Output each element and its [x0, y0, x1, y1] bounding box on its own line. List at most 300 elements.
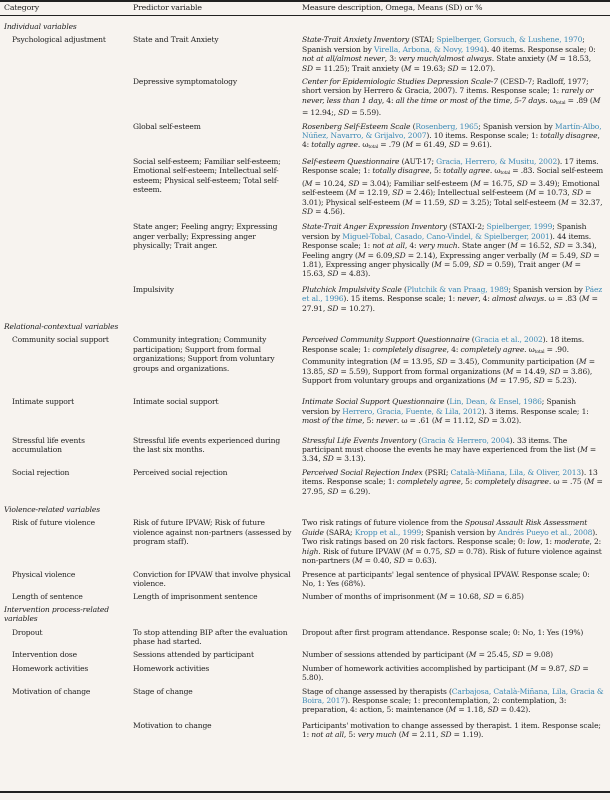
table-row: [0, 385, 610, 425]
measure-text: M: [578, 357, 587, 367]
measure-text: = 16.52,: [517, 241, 554, 251]
measure-text: SD: [447, 63, 459, 73]
measure-text: = 3.34,: [302, 445, 597, 464]
measure-cell: [302, 660, 610, 683]
measure-text: = 0.63).: [404, 556, 437, 566]
measure-text: SD: [569, 663, 581, 673]
measure-text: = 10.24,: [312, 178, 349, 188]
measure-text: all the time or most of the time, 5-7 days: [395, 95, 546, 105]
section-row: [0, 313, 610, 333]
measure-text: , 4:: [446, 344, 461, 354]
measure-text: = 13.85,: [302, 357, 595, 376]
measure-text: = 6.09,: [365, 250, 395, 260]
citation-link[interactable]: Català-Miñana, Lila, & Oliver, 2013: [450, 467, 582, 477]
measure-text: totally disagree: [540, 131, 598, 141]
predictor-cell: Motivation to change: [133, 720, 212, 730]
table-row: [0, 566, 610, 589]
table-row: [0, 333, 610, 385]
measure-text: = 32.37,: [568, 197, 603, 207]
measure-text: = 11.59,: [412, 197, 449, 207]
measure-text: . Risk of future IPVAW (: [318, 546, 406, 556]
measure-text: , 4:: [302, 131, 600, 150]
predictor-cell: State anger; Feeling angry; Expressing anger verbally; Expressing anger physically; Trait anger.: [133, 222, 278, 251]
measure-text: Plutchick Impulsivity Scale: [302, 284, 402, 294]
measure-text: = 9.08): [523, 650, 553, 660]
measure-text: , 5:: [343, 730, 358, 740]
measure-text: = 5.09,: [441, 259, 474, 269]
citation-link[interactable]: Lin, Dean, & Ensel, 1986: [449, 397, 542, 407]
measure-text: (STAI;: [409, 35, 437, 45]
section-title: Violence-related variables: [4, 505, 100, 515]
measure-text: = .79 (: [378, 140, 406, 150]
citation-link[interactable]: Miguel-Tobal, Casado, Cano-Vindel, & Spielberger, 2001: [342, 231, 550, 241]
measure-text: = 0.42).: [498, 705, 531, 715]
measure-cell: [302, 566, 610, 589]
measure-cell: [302, 516, 610, 565]
measure-text: M: [592, 95, 601, 105]
category-cell: Social rejection: [12, 467, 70, 477]
measure-text: ). 33 items. The participant must choose the events he may have experienced from the list (: [302, 435, 581, 455]
measure-text: = 10.68,: [447, 592, 484, 602]
measure-text: completely disagree: [474, 477, 549, 487]
measure-text: = 6.29).: [338, 486, 371, 496]
measure-text: SD: [473, 259, 485, 269]
measure-text: M: [549, 54, 558, 64]
measure-text: . ω: [545, 95, 556, 105]
measure-text: = .89 (: [565, 95, 593, 105]
measure-text: SD: [338, 108, 350, 118]
measure-text: = 6.85): [494, 592, 524, 602]
measure-text: = 27.91,: [302, 294, 598, 313]
measure-text: SD: [571, 188, 583, 198]
measure-text: SD: [448, 197, 460, 207]
measure-text: Dropout after first program attendance. Response scale; 0: No, 1: Yes (19%): [302, 627, 584, 637]
section-title: Relational-contextual variables: [4, 321, 119, 331]
table-row: [0, 683, 610, 717]
measure-text: SD: [327, 303, 339, 313]
measure-text: (PSRI;: [422, 467, 451, 477]
measure-text: = 5.59), Support from formal organizations (: [338, 366, 506, 376]
measure-text: = 18.53,: [557, 54, 592, 64]
measure-cell: [302, 333, 610, 385]
measure-cell: [302, 588, 610, 601]
predictor-cell: Global self-esteem: [133, 121, 201, 131]
measure-text: = 14.49,: [513, 366, 550, 376]
measure-text: ; Spanish version by: [421, 527, 498, 537]
citation-link[interactable]: Virella, Arbona, & Novy, 1994: [373, 44, 484, 54]
measure-text: SD: [394, 250, 406, 260]
citation-link[interactable]: Plutchik & van Praag, 1989: [406, 284, 509, 294]
measure-text: = 4.56).: [312, 206, 345, 216]
measure-text: SD: [302, 63, 313, 73]
measure-text: = 5.59).: [349, 108, 382, 118]
measure-cell: [302, 73, 610, 118]
predictor-cell: Stage of change: [133, 686, 193, 696]
measure-text: = .83. Social self-esteem (: [302, 166, 604, 188]
measure-text: Stressful Life Events Inventory: [302, 435, 417, 445]
measure-text: almost always: [491, 294, 544, 304]
measure-text: = 2.14), Expressing anger verbally (: [405, 250, 542, 260]
measure-text: = 3.34), Feeling angry (: [302, 241, 597, 260]
measure-text: = 5.80).: [302, 663, 589, 683]
measure-text: Self-esteem Questionnaire: [302, 156, 400, 166]
predictor-cell: To stop attending BIP after the evaluation phase had started.: [133, 627, 288, 646]
measure-cell: [302, 279, 610, 313]
measure-text: M: [403, 63, 412, 73]
measure-text: Number of months of imprisonment (: [302, 592, 440, 602]
measure-text: (: [416, 435, 422, 445]
category-cell: Psychological adjustment: [12, 35, 106, 45]
subscript: total: [500, 171, 511, 177]
measure-text: (AUT-17;: [399, 156, 437, 166]
measure-text: = 3.02).: [489, 416, 522, 426]
table-row: [0, 588, 610, 601]
measure-cell: [302, 426, 610, 464]
measure-text: ). Response scale; 1: precontemplation, 2: contemplation, 3: preparation, 4: action, 5: maintenance (: [302, 695, 567, 715]
measure-text: completely disagree: [372, 344, 447, 354]
measure-cell: [302, 717, 610, 754]
predictor-cell: Risk of future IPVAW; Risk of future violence against non-partners (assessed by program staff).: [133, 518, 292, 547]
predictor-cell: Length of imprisonment sentence: [133, 592, 258, 602]
measure-text: , 1:: [540, 537, 555, 547]
section-row: [0, 496, 610, 516]
measure-text: very much/almost always: [398, 54, 492, 64]
measure-text: Center for Epidemiologic Studies Depression Scale-7: [302, 77, 498, 87]
measure-text: (CESD-7; Radloff, 1977; short version by Herrero & Gracia, 2007). 7 items. Response scale; 1:: [302, 77, 589, 96]
measure-text: M: [580, 445, 588, 455]
measure-text: . ω: [489, 166, 501, 176]
measure-text: M: [439, 592, 448, 602]
measure-text: = 10.27).: [338, 303, 375, 313]
measure-cell: [302, 216, 610, 278]
category-cell: Physical violence: [12, 569, 76, 579]
predictor-cell: Sessions attended by participant: [133, 650, 254, 660]
header-category: Category: [4, 3, 39, 12]
measure-text: M: [586, 477, 595, 487]
measure-text: = 2.46); Intellectual self-esteem (: [403, 188, 529, 198]
measure-text: = 17.95,: [497, 376, 534, 385]
measure-text: = 13.95,: [400, 357, 437, 367]
measure-text: ). 3 items. Response scale; 1:: [481, 406, 589, 416]
measure-text: SD: [348, 178, 360, 188]
measure-text: ). 18 items. Response scale; 1:: [302, 335, 584, 354]
measure-text: (STAXI-2;: [446, 222, 487, 232]
measure-text: M: [405, 197, 413, 207]
measure-text: . ω = .75 (: [548, 477, 587, 487]
measure-text: M: [510, 241, 518, 251]
measure-text: ). 13 items. Response scale; 1:: [302, 467, 598, 487]
measure-text: = 12.19,: [356, 188, 393, 198]
measure-text: . ω: [524, 344, 535, 354]
measure-text: ; Spanish version by: [508, 284, 586, 294]
subscript: total: [555, 100, 566, 106]
measure-text: M: [581, 294, 590, 304]
measure-text: = 27.95,: [302, 477, 603, 496]
measure-text: = 16.75,: [480, 178, 517, 188]
measure-text: low: [527, 537, 541, 547]
measure-text: = 1.18,: [456, 705, 488, 715]
measure-text: = 0.59), Trait anger (: [484, 259, 565, 269]
predictor-cell: State and Trait Anxiety: [133, 35, 219, 45]
measure-text: = 1.81), Expressing anger physically (: [302, 250, 600, 269]
measure-text: most of the time: [302, 416, 363, 426]
measure-text: = 11.25); Trait anxiety (: [312, 63, 404, 73]
measure-text: ; Spanish version by: [302, 222, 587, 241]
measure-text: SD: [549, 366, 561, 376]
measure-text: = 19.63;: [411, 63, 448, 73]
measure-text: = 3.86), Support from voluntary groups and organizations (: [302, 366, 593, 385]
measure-text: M: [357, 250, 366, 260]
measure-text: = 15.63,: [302, 259, 581, 279]
measure-text: = 9.61).: [459, 140, 492, 150]
measure-text: = 0.75,: [413, 546, 445, 556]
measure-cell: [302, 33, 610, 73]
subscript: total: [534, 349, 545, 355]
measure-text: (: [410, 121, 416, 131]
measure-cell: [302, 464, 610, 496]
citation-link[interactable]: Herrero, Gracia, Fuente, & Lila, 2012: [342, 406, 482, 416]
measure-text: Participants' motivation to change assessed by therapist. 1 item. Response scale; 1:: [302, 720, 601, 740]
citation-link[interactable]: Rosenberg, 1965: [415, 121, 479, 131]
measure-text: very much: [357, 730, 397, 740]
measure-text: = 3.25); Total self-esteem (: [459, 197, 561, 207]
measure-text: (: [444, 397, 450, 407]
measure-text: ; Spanish version by: [302, 397, 576, 416]
measure-text: SD: [392, 188, 404, 198]
category-cell: Length of sentence: [12, 592, 83, 602]
measure-text: = 5.49,: [548, 250, 581, 260]
measure-text: , 5:: [460, 477, 475, 487]
measure-text: M: [434, 259, 442, 269]
category-cell: Risk of future violence: [12, 518, 95, 528]
measure-text: = 3.04); Familiar self-esteem (: [359, 178, 474, 188]
measure-text: . ω = .83 (: [543, 294, 582, 304]
measure-text: = 3.49); Emotional self-esteem (: [302, 178, 600, 198]
measure-text: Perceived Social Rejection Index: [302, 467, 423, 477]
measure-text: M: [564, 259, 573, 269]
measure-text: Stage of change assessed by therapists (: [302, 686, 452, 696]
measure-cell: [302, 646, 610, 659]
measure-text: SD: [448, 140, 460, 150]
measure-text: = 10.73,: [535, 188, 572, 198]
table-row: [0, 73, 610, 118]
measure-cell: [302, 153, 610, 216]
table-header-row: [0, 0, 610, 18]
measure-text: ). 17 items. Response scale; 1:: [302, 156, 599, 176]
measure-text: (: [396, 730, 402, 740]
measure-text: SD: [327, 366, 339, 376]
measure-text: = 4.83).: [338, 269, 371, 279]
measure-text: completely agree: [397, 477, 461, 487]
measure-text: never: [375, 416, 397, 426]
measure-text: SD: [483, 592, 495, 602]
measure-text: Number of sessions attended by participant (: [302, 650, 469, 660]
measure-text: SD: [327, 486, 339, 496]
category-cell: Motivation of change: [12, 686, 91, 696]
measure-text: M: [448, 705, 457, 715]
table-row: [0, 464, 610, 496]
citation-link[interactable]: Andrés Pueyo et al., 2008: [497, 527, 593, 537]
table-row: [0, 118, 610, 153]
measure-cell: [302, 626, 610, 647]
measure-text: never: [457, 294, 479, 304]
measure-text: ). 15 items. Response scale; 1:: [343, 294, 458, 304]
measure-text: SD: [436, 357, 448, 367]
measure-text: M: [468, 650, 477, 660]
category-cell: [0, 73, 133, 118]
predictor-cell: Intimate social support: [133, 397, 219, 407]
table-row: [0, 660, 610, 683]
citation-link[interactable]: Spielberger, 1999: [486, 222, 553, 232]
measure-text: SD: [512, 650, 524, 660]
predictor-cell: Conviction for IPVAW that involve physical violence.: [133, 569, 291, 588]
predictor-cell: Stressful life events experienced during the last six months.: [133, 435, 281, 455]
measure-text: SD: [444, 546, 456, 556]
measure-text: M: [401, 730, 410, 740]
measure-text: completely agree: [460, 344, 525, 354]
category-cell: Intervention dose: [12, 650, 77, 660]
measure-text: , 5:: [362, 416, 376, 426]
category-cell: Dropout: [12, 627, 43, 637]
table-row: [0, 153, 610, 216]
measure-text: M: [541, 250, 549, 260]
section-row: [0, 18, 610, 33]
measure-text: totally agree: [311, 140, 358, 150]
category-cell: Intimate support: [12, 397, 75, 407]
table-row: [0, 426, 610, 464]
measure-text: M: [473, 178, 481, 188]
measure-text: , 4:: [404, 241, 419, 251]
measure-text: = 3.13).: [333, 454, 366, 464]
measure-text: SD: [580, 250, 592, 260]
measure-text: = 12.94;,: [302, 108, 339, 118]
measure-text: ; Spanish version by: [302, 35, 585, 54]
measure-text: Spousal Assault Risk Assessment Guide: [302, 518, 588, 537]
measure-text: = 2.11,: [409, 730, 441, 740]
subscript: total: [368, 145, 379, 151]
measure-text: ). 10 items. Response scale; 1:: [426, 131, 541, 141]
section-row: [0, 602, 610, 626]
measure-text: rarely or never, less than 1 day: [302, 86, 594, 105]
predictor-cell: Homework activities: [133, 663, 210, 673]
measure-text: high: [302, 546, 319, 556]
measure-text: SD: [478, 416, 490, 426]
measure-text: ). 40 items. Response scale; 0:: [483, 44, 596, 54]
measure-text: SD: [393, 556, 405, 566]
citation-link[interactable]: Gracia et al., 2002: [474, 335, 543, 345]
measure-text: = 11.12,: [442, 416, 479, 426]
measure-text: Perceived Community Support Questionnaire: [302, 335, 470, 345]
citation-link[interactable]: Carbajosa, Català-Miñana, Lila, Gracia & Boira, 2017: [302, 686, 604, 705]
measure-text: ). 44 items. Response scale; 1:: [302, 231, 591, 251]
measure-text: totally disagree: [372, 166, 430, 176]
citation-link[interactable]: Páez et al., 1996: [302, 284, 603, 304]
category-cell: [0, 717, 133, 754]
measure-text: SD: [533, 376, 545, 385]
measure-text: Number of homework activities accomplished by participant (: [302, 663, 531, 673]
table-row: [0, 516, 610, 565]
measure-text: = 9.87,: [537, 663, 570, 673]
category-cell: [0, 216, 133, 278]
measure-text: Rosenberg Self-Esteem Scale: [302, 121, 411, 131]
measure-text: M: [348, 188, 357, 198]
table-body: [0, 18, 610, 754]
predictor-cell: Depressive symptomatology: [133, 77, 237, 87]
citation-link[interactable]: Gracia, Herrero, & Musitu, 2002: [436, 156, 558, 166]
predictor-cell: Social self-esteem; Familiar self-esteem; Emotional self-esteem; Intellectual self-esteem; Physical self-esteem; Total self-esteem.: [133, 156, 281, 195]
category-cell: [0, 118, 133, 153]
measure-text: M: [354, 556, 363, 566]
category-cell: Homework activities: [12, 663, 89, 673]
measure-text: . ω = .61 (: [396, 416, 435, 426]
measure-text: SD: [516, 178, 528, 188]
measure-cell: [302, 683, 610, 717]
measure-text: M: [405, 546, 414, 556]
measure-text: ). Two risk ratings based on 20 risk factors. Response scale; 0:: [302, 527, 598, 547]
citation-link[interactable]: Gracia & Herrero, 2004: [421, 435, 510, 445]
measure-text: = 61.49,: [412, 140, 449, 150]
measure-text: SD: [302, 206, 313, 216]
predictor-cell: Community integration; Community participation; Support from formal organizations; Support from voluntary groups and organizations.: [133, 335, 275, 373]
measure-text: State-Trait Anger Expression Inventory: [302, 222, 447, 232]
measure-text: moderate: [554, 537, 590, 547]
measure-text: , 5:: [429, 166, 444, 176]
measure-text: , 3:: [384, 54, 399, 64]
citation-link[interactable]: Kropp et al., 1999: [354, 527, 422, 537]
measure-text: , 2:: [589, 537, 602, 547]
measure-text: Two risk ratings of future violence from the: [302, 518, 465, 528]
measure-text: M: [530, 663, 538, 673]
predictor-cell: Impulsivity: [133, 284, 174, 294]
category-cell: Stressful life events accumulation: [12, 435, 85, 455]
measure-text: (SARA;: [323, 527, 355, 537]
measure-text: = 3.01); Physical self-esteem (: [302, 188, 592, 207]
measure-text: = 12.07).: [458, 63, 496, 73]
measure-text: totally agree: [443, 166, 490, 176]
category-cell: [0, 153, 133, 216]
table-row: [0, 717, 610, 754]
header-measure: Measure description, Omega, Means (SD) or %: [302, 3, 483, 12]
measure-text: SD: [487, 705, 499, 715]
measure-text: M: [490, 376, 498, 385]
measure-text: M: [405, 140, 413, 150]
measure-text: = 0.40,: [362, 556, 394, 566]
measure-text: M: [505, 366, 514, 376]
measure-text: State-Trait Anxiety Inventory: [302, 35, 410, 45]
bottom-rule: [0, 791, 610, 793]
citation-link[interactable]: Spielberger, Gorsuch, & Lushene, 1970: [436, 35, 583, 45]
measure-text: M: [392, 357, 401, 367]
header-predictor: Predictor variable: [133, 3, 202, 12]
measure-text: not at all/almost never: [302, 54, 385, 64]
measure-text: M: [560, 197, 569, 207]
citation-link[interactable]: Martín-Albo, Núñez, Navarro, & Grijalvo, 2007: [302, 121, 602, 141]
measure-cell: [302, 118, 610, 153]
measure-text: (: [469, 335, 475, 345]
category-cell: [0, 279, 133, 313]
measure-text: , 4:: [478, 294, 492, 304]
section-title: Individual variables: [4, 22, 77, 31]
measure-text: = 25.45,: [476, 650, 513, 660]
measure-text: not at all: [311, 730, 344, 740]
measure-text: SD: [322, 454, 334, 464]
measure-text: = 1.19).: [451, 730, 484, 740]
measure-text: (: [401, 284, 407, 294]
measure-text: , 4:: [381, 95, 396, 105]
measure-text: very much: [418, 241, 458, 251]
measure-text: = 5.23).: [544, 376, 577, 385]
measure-text: SD: [327, 269, 339, 279]
